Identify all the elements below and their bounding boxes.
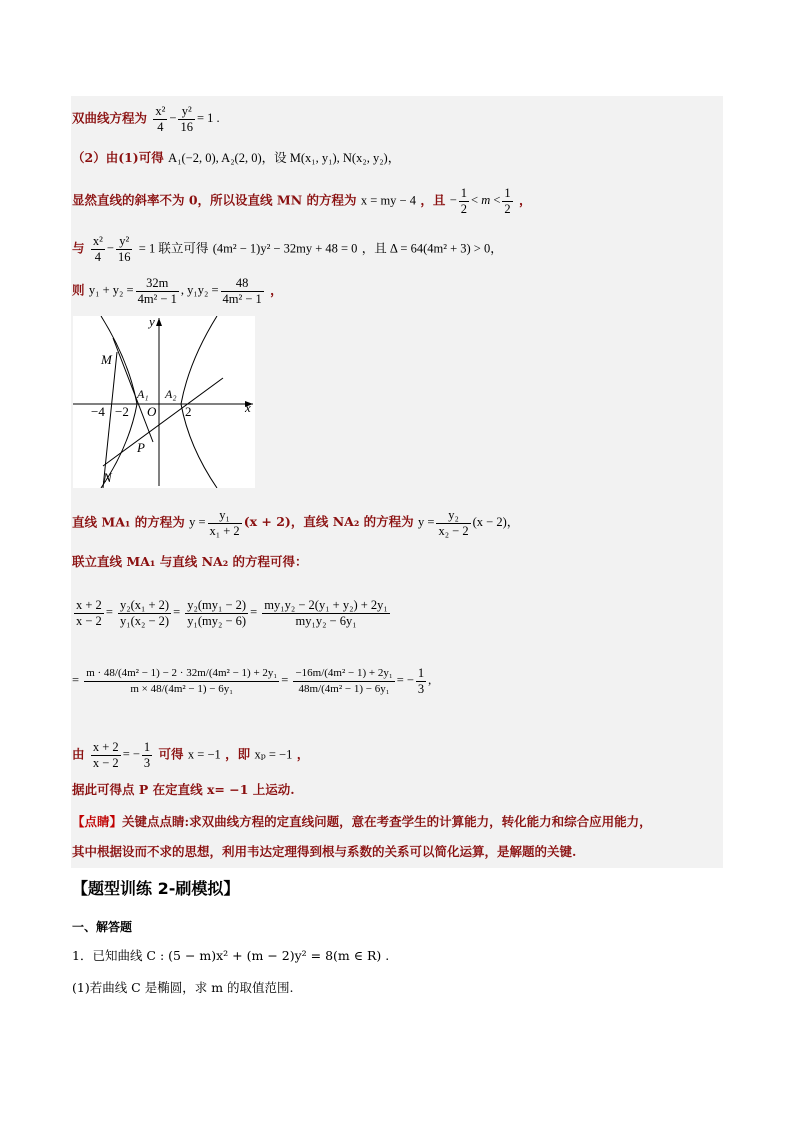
fraction: $\frac{\text{x²}}{4}$: [155, 104, 166, 134]
line-text: 双曲线方程为: [72, 110, 148, 126]
origin-label: O: [147, 404, 157, 419]
point-n-label: N: [103, 470, 112, 485]
x-label: x: [245, 400, 251, 415]
line-na2: [103, 378, 223, 466]
result-line: 由 $\frac{x + 2}{x - 2}$ = − $\frac{1}{3}$ 可得 x = −1 ，即 xₚ = −1 ，: [72, 740, 310, 770]
question-1-sub-1: (1)若曲线 C 是椭圆，求 m 的取值范围.: [72, 980, 294, 995]
question-1: 1．已知曲线 C : (5 − m)x² + (m − 2)y² = 8(m ∈ R) .: [72, 948, 390, 963]
hyperbola-left-branch: [101, 316, 137, 488]
combine-lines-text: 联立直线 MA₁ 与直线 NA₂ 的方程可得：: [72, 554, 308, 569]
tick-2: 2: [185, 404, 192, 419]
hyperbola-graph: [73, 316, 255, 488]
part-title: 一、解答题: [72, 920, 133, 934]
hyperbola-right-branch: [181, 316, 217, 488]
a1-label: A₁: [137, 387, 149, 401]
section-heading: 【题型训练 2-刷模拟】: [72, 879, 240, 898]
fraction: $\frac{\text{y²}}{16}$: [180, 104, 193, 134]
part2-line: （2）由(1)可得 A₁(−2, 0), A₂(2, 0)，设 M(x₁, y₁), N(x₂, y₂)，: [72, 150, 401, 165]
combine-equation-line: 与 $\frac{\text{x²}}{4}$ − $\frac{\text{y²}}{16}$ = 1 联立可得 (4m² − 1)y² − 32my + 48 = 0 ，且 Δ = 64(4m² + 3) > 0，: [72, 234, 503, 264]
a2-label: A₂: [165, 387, 177, 401]
y-axis-arrow: [156, 318, 162, 326]
line-mn-setup: 显然直线的斜率不为 0，所以设直线 MN 的方程为 x = my − 4 ，且 − $\frac{1}{2}$ < m < $\frac{1}{2}$ ，: [72, 186, 532, 216]
point-m-label: M: [101, 352, 112, 367]
line-mn: [103, 352, 117, 488]
point-p-label: P: [137, 440, 145, 455]
tick-neg4: −4: [91, 404, 105, 419]
tick-neg2: −2: [115, 404, 129, 419]
ratio-derivation: $\frac{x + 2}{x - 2}$ = $\frac{\text{y₂(x₁ + 2)}}{\text{y₁(x₂ − 2)}}$ = $\frac{\text{y₂(my₁ − 2)}}{\text{y₁(my₂ − 6)}}$ = $\frac{\text{my₁y₂ − 2(y₁ + y₂) + 2y₁}}{\text{my₁y₂ − 6y₁}}$: [76, 598, 388, 628]
tip-line-2: 其中根据设而不求的思想，利用韦达定理得到根与系数的关系可以简化运算，是解题的关键.: [72, 844, 577, 859]
tip-line-1: 【点睛】关键点点睛:求双曲线方程的定直线问题，意在考查学生的计算能力，转化能力和综合应用能力，: [72, 814, 652, 829]
y-label: y: [149, 316, 155, 329]
substitution-derivation: = $\frac{\text{m · 48/(4m² − 1) − 2 · 32m/(4m² − 1) + 2y₁}}{\text{m × 48/(4m² − 1) − 6y₁}}$ = $\frac{\text{−16m/(4m² − 1) + 2y₁}}{\text{48m/(4m² − 1) − 6y₁}}$ = − $\frac{1}{3}$ ,: [72, 666, 432, 696]
conclusion-line: 据此可得点 P 在定直线 x= −1 上运动.: [72, 782, 295, 797]
hyperbola-equation-line: 双曲线方程为 $\frac{\text{x²}}{4}$ − $\frac{\text{y²}}{16}$ = 1 .: [72, 104, 220, 134]
line-equations: 直线 MA₁ 的方程为 y = $\frac{\text{y₁}}{\text{x₁ + 2}}$ (x + 2)，直线 NA₂ 的方程为 y = $\frac{\text{y₂}}{\text{x₂ − 2}}$ (x − 2)，: [72, 508, 520, 538]
vieta-line: 则 y₁ + y₂ = $\frac{32m}{\text{4m² − 1}}$ , y₁y₂ = $\frac{48}{\text{4m² − 1}}$ ，: [72, 276, 283, 306]
